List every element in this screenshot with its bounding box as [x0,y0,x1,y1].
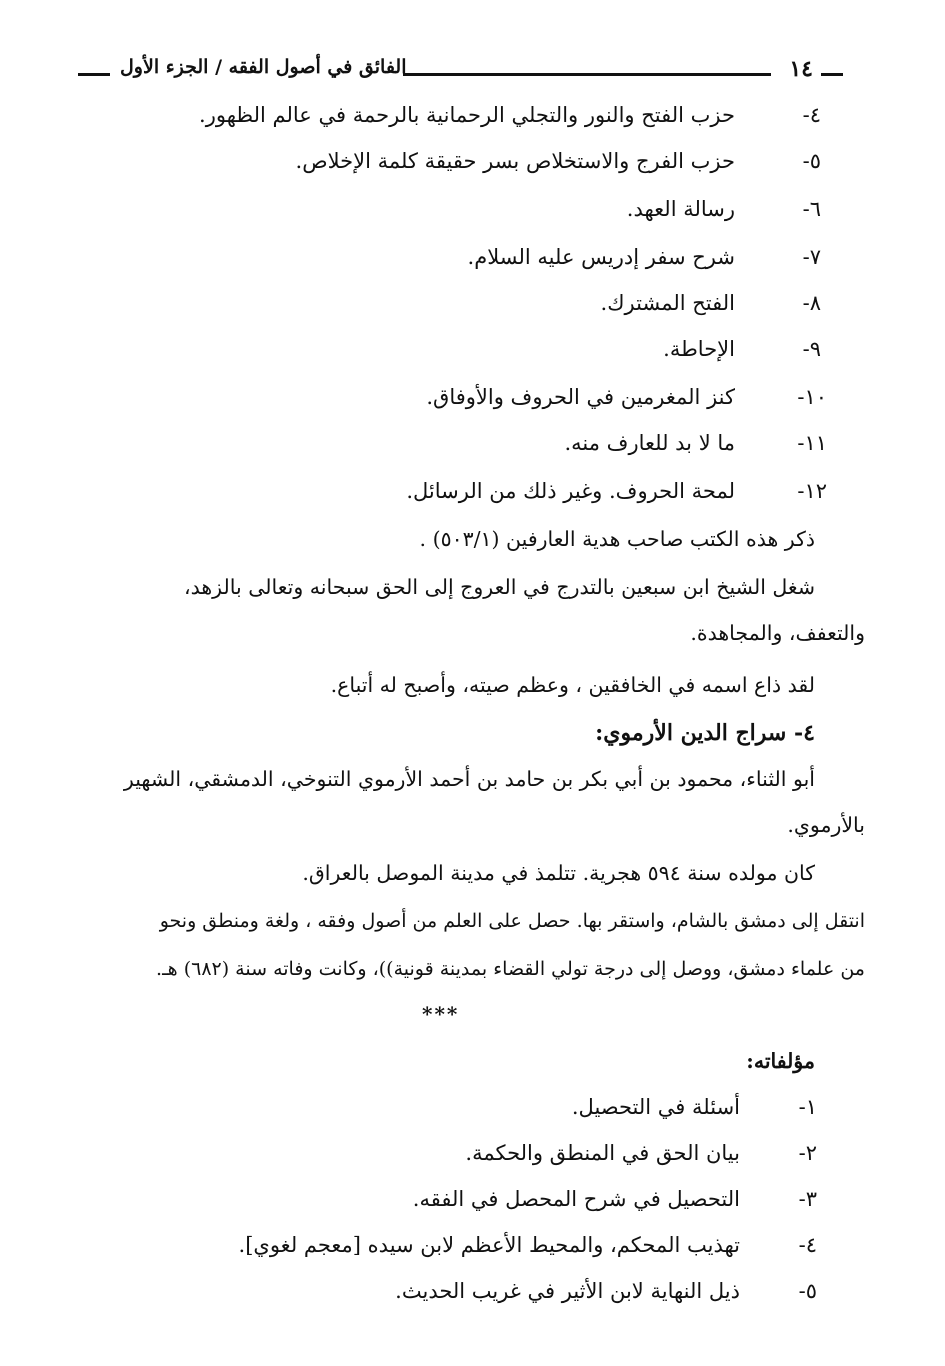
list-item-number: ٨- [802,291,821,315]
list-item-text: تهذيب المحكم، والمحيط الأعظم لابن سيده [معجم لغوي]. [238,1233,740,1257]
list-item-text: ما لا بد للعارف منه. [564,431,735,455]
list-item-number: ٦- [802,197,821,221]
list-item-text: أسئلة في التحصيل. [571,1095,740,1119]
list-item-number: ٢- [798,1141,817,1165]
list-item-number: ٧- [802,245,821,269]
list-item-number: ٥- [802,149,821,173]
list-item-number: ٥- [798,1279,817,1303]
list-item-text: بيان الحق في المنطق والحكمة. [465,1141,740,1165]
paragraph-line: أبو الثناء، محمود بن أبي بكر بن حامد بن أحمد الأرموي التنوخي، الدمشقي، الشهير [123,767,815,791]
list-item-text: حزب الفرج والاستخلاص بسر حقيقة كلمة الإخلاص. [295,149,735,173]
paragraph-line: من علماء دمشق، ووصل إلى درجة تولي القضاء بمدينة قونية))، وكانت وفاته سنة (٦٨٢) هـ. [156,958,865,980]
section-separator: *** [422,1002,460,1026]
works-heading: مؤلفاته: [746,1049,815,1073]
paragraph-line: لقد ذاع اسمه في الخافقين ، وعظم صيته، وأصبح له أتباع. [330,673,815,697]
paragraph-line: والتعفف، والمجاهدة. [690,621,865,645]
list-item-text: الإحاطة. [663,337,735,361]
list-item-text: حزب الفتح والنور والتجلي الرحمانية بالرحمة في عالم الظهور. [199,103,735,127]
list-item-number: ٤- [798,1233,817,1257]
section-heading: ٤- سراج الدين الأرموي: [595,720,815,746]
paragraph-line: انتقل إلى دمشق بالشام، واستقر بها. حصل على العلم من أصول وفقه ، ولغة ومنطق ونحو [159,910,865,932]
list-item-number: ٣- [798,1187,817,1211]
page-number: ١٤ [789,56,813,82]
list-item-number: ١- [798,1095,817,1119]
list-item-number: ١٢- [797,479,827,503]
list-item-text: رسالة العهد. [626,197,735,221]
running-title: الفائق في أصول الفقه / الجزء الأول [120,56,407,78]
source-note: ذكر هذه الكتب صاحب هدية العارفين (٥٠٣/١) . [419,527,815,551]
list-item-number: ١٠- [797,385,827,409]
list-item-number: ٩- [802,337,821,361]
paragraph-line: كان مولده سنة ٥٩٤ هجرية. تتلمذ في مدينة الموصل بالعراق. [302,861,815,885]
list-item-text: التحصيل في شرح المحصل في الفقه. [412,1187,740,1211]
paragraph-line: بالأرموي. [787,813,865,837]
list-item-number: ١١- [797,431,827,455]
list-item-text: شرح سفر إدريس عليه السلام. [467,245,735,269]
list-item-text: لمحة الحروف. وغير ذلك من الرسائل. [406,479,735,503]
list-item-text: كنز المغرمين في الحروف والأوفاق. [426,385,735,409]
list-item-number: ٤- [802,103,821,127]
paragraph-line: شغل الشيخ ابن سبعين بالتدرج في العروج إلى الحق سبحانه وتعالى بالزهد، [183,575,815,599]
list-item-text: الفتح المشترك. [600,291,735,315]
list-item-text: ذيل النهاية لابن الأثير في غريب الحديث. [395,1279,740,1303]
